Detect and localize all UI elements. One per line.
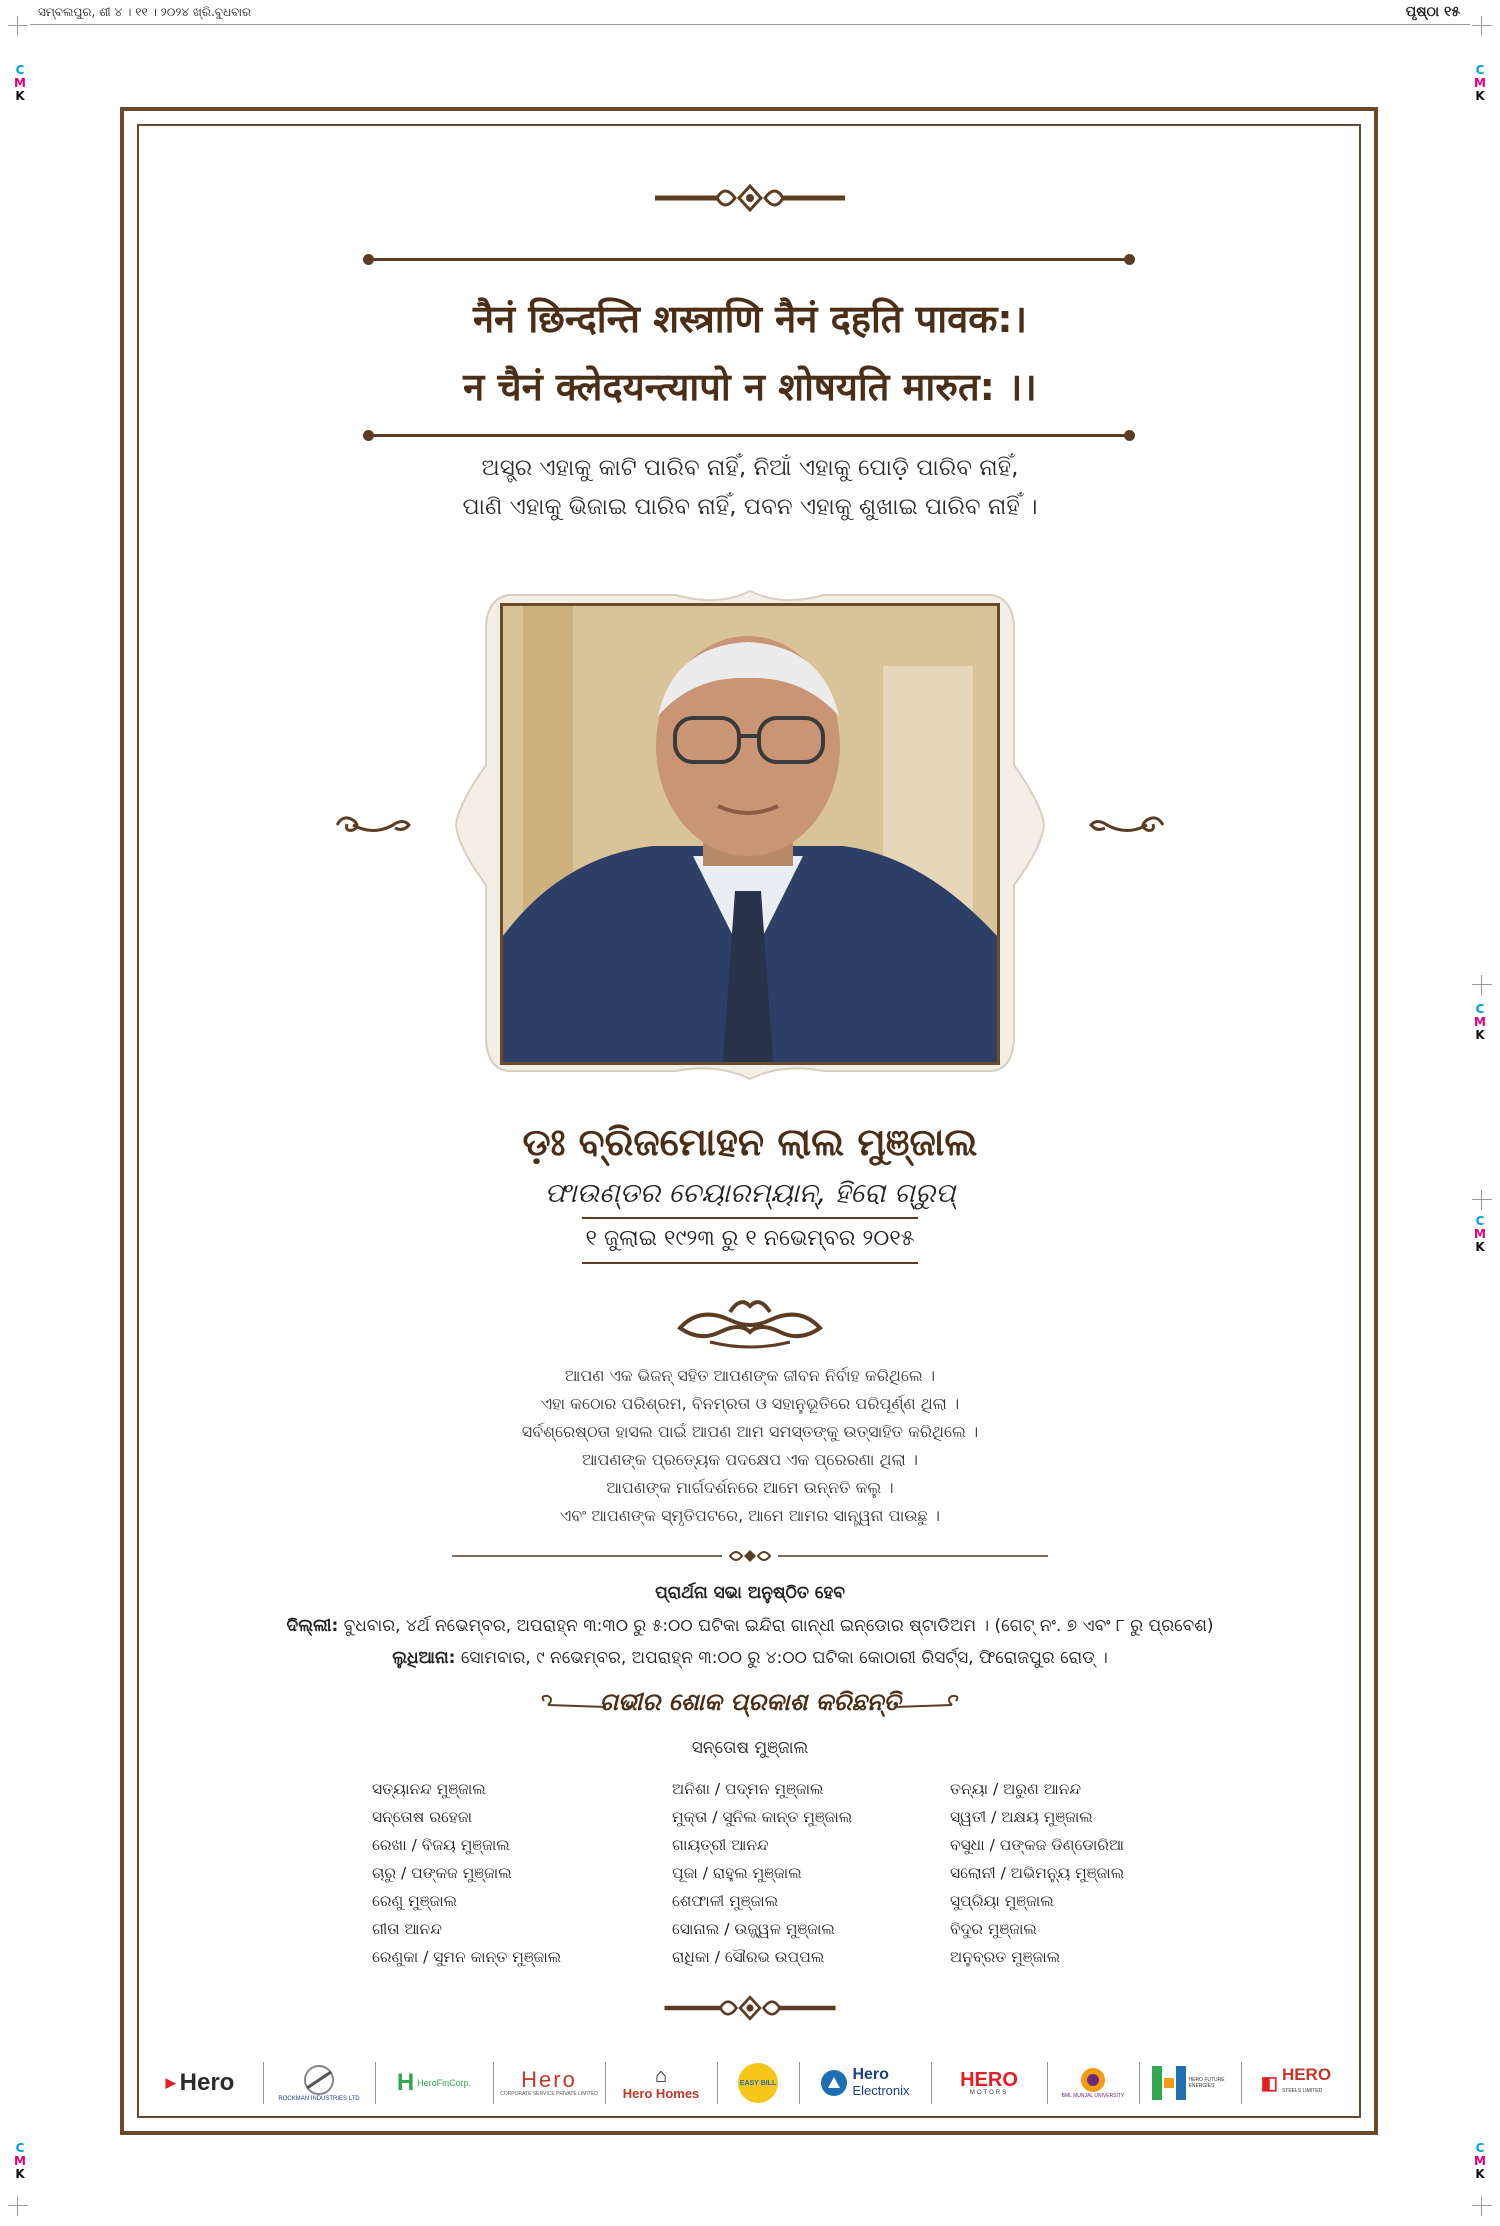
header-dateline: ସମ୍ବଲପୁର, ଶୀ ୪ । ୧୧ । ୨୦୨୪ ଖ୍ରି.ବୁଧବାର	[38, 5, 252, 19]
bml-emblem-icon	[1080, 2067, 1106, 2093]
person-title: ଫାଉଣ୍ଡର ଚେୟାରମ୍ୟାନ୍, ହିରୋ ଗ୍ରୁପ୍	[544, 1178, 956, 1209]
logo-divider	[1241, 2062, 1242, 2104]
logo-divider	[375, 2062, 376, 2104]
portrait-image	[503, 606, 997, 1062]
rockman-emblem-icon	[299, 2064, 339, 2096]
condolence-heading: ଗଭୀର ଶୋକ ପ୍ରକାଶ କରିଛନ୍ତି	[599, 1688, 901, 1716]
tribute-line-3: ସର୍ବଶ୍ରେଷ୍ଠତା ହାସଲ ପାଇଁ ଆପଣ ଆମ ସମସ୍ତଙ୍କୁ ଉତ୍ସାହିତ କରିଥିଲେ ।	[521, 1422, 979, 1441]
mourner-name: ସୁପ୍ରିୟା ମୁଞ୍ଜାଲ	[950, 1892, 1054, 1910]
mourners-column-3	[950, 1775, 1124, 1971]
mourners-column-2	[672, 1775, 852, 1971]
prayer-venue-ludhiana	[0, 1648, 1500, 1668]
mourner-name: ମୁକ୍ତା / ସୁନିଲ କାନ୍ତ ମୁଞ୍ଜାଲ	[672, 1808, 853, 1826]
cmk-color-mark: C M K	[1474, 1214, 1486, 1254]
logo-divider	[493, 2062, 494, 2104]
mourner-name: ସଲୋନୀ / ଅଭିମନ୍ୟୁ ମୁଞ୍ଜାଲ	[950, 1864, 1125, 1882]
logo-text: ROCKMAN INDUSTRIES LTD	[278, 2096, 360, 2102]
tribute-line-2: ଏହା କଠୋର ପରିଶ୍ରମ, ବିନମ୍ରତା ଓ ସହାନୁଭୂତିରେ ପରିପୂର୍ଣ୍ଣ ଥିଲା ।	[540, 1394, 960, 1413]
left-scroll-ornament-icon	[333, 812, 413, 838]
mourner-name: ରେଣୁ ମୁଞ୍ଜାଲ	[372, 1892, 458, 1910]
delhi-details: ବୁଧବାର, ୪ର୍ଥ ନଭେମ୍ବର, ଅପରାହ୍ନ ୩:୩୦ ରୁ ୫:୦୦ ଘଟିକା ଇନ୍ଦିରା ଗାନ୍ଧୀ ଇନ୍ଡୋର ଷ୍ଟାଡିଅମ । (ଗେଟ୍ ନଂ. ୭ ଏବଂ ୮ ରୁ ପ୍ରବେଶ)	[343, 1616, 1214, 1636]
verse-translation-line-1: ଅସ୍ତ୍ର ଏହାକୁ କାଟି ପାରିବ ନାହିଁ, ନିଆଁ ଏହାକୁ ପୋଡ଼ି ପାରିବ ନାହିଁ,	[481, 455, 1019, 481]
page-header	[0, 0, 1500, 22]
mourner-name: ସନ୍ତୋଷ ରହେଜା	[372, 1808, 473, 1826]
logo-divider	[1139, 2062, 1140, 2104]
prayer-meeting-title: ପ୍ରାର୍ଥନା ସଭା ଅନୁଷ୍ଠିତ ହେବ	[655, 1583, 845, 1603]
cmk-color-mark: C M K	[1474, 63, 1486, 103]
top-ornament-icon	[655, 178, 845, 218]
mourner-name: ଚାରୁ / ପଙ୍କଜ ମୁଞ୍ଜାଲ	[372, 1864, 512, 1882]
ludhiana-label: ଲୁଧିଆନା:	[392, 1648, 456, 1668]
cmk-color-mark: C M K	[1474, 2141, 1486, 2181]
cmk-color-mark: C M K	[1474, 1002, 1486, 1042]
person-name: ଡ଼ଃ ବ୍ରିଜମୋହନ ଲାଲ ମୁଞ୍ଜାଲ	[522, 1120, 978, 1164]
logo-subtext: MOTORS	[969, 2090, 1009, 2096]
bottom-ornament-icon	[660, 1990, 840, 2026]
registration-mark	[1472, 2196, 1492, 2216]
logo-divider	[263, 2062, 264, 2104]
mourner-name: ରେଖା / ବିଜୟ ମୁଞ୍ଜାଲ	[372, 1836, 510, 1854]
right-swash-icon	[892, 1693, 962, 1713]
sanskrit-verse-line-1: नैनं छिन्दन्ति शस्त्राणि नैनं दहति पावक:।	[472, 297, 1028, 341]
registration-mark	[1472, 16, 1492, 36]
mourners-column-1	[372, 1775, 561, 1971]
hero-motors-logo	[937, 2058, 1041, 2108]
flourish-ornament-icon	[670, 1292, 830, 1350]
logo-subtext: Electronix	[852, 2083, 910, 2098]
portrait-frame	[452, 585, 1048, 1085]
cmk-color-mark: C M K	[14, 2141, 26, 2181]
chief-mourner: ସନ୍ତୋଷ ମୁଞ୍ଜାଲ	[691, 1738, 809, 1758]
herofincorp-logo	[381, 2058, 487, 2108]
delhi-label: ଦିଲ୍ଲୀ:	[286, 1616, 339, 1636]
mourner-name: ସୋନାଲ / ଉଜ୍ଜ୍ୱଳ ମୁଞ୍ଜାଲ	[672, 1920, 835, 1938]
mourner-name: ସ୍ୱତୀ / ଅକ୍ଷୟ ମୁଞ୍ଜାଲ	[950, 1808, 1093, 1826]
logo-text: HERO	[960, 2069, 1018, 2091]
verse-translation-line-2: ପାଣି ଏହାକୁ ଭିଜାଇ ପାରିବ ନାହିଁ, ପବନ ଏହାକୁ ଶୁଖାଇ ପାରିବ ନାହିଁ ।	[462, 494, 1038, 520]
life-dates: ୧ ଜୁଲାଇ ୧୯୨୩ ରୁ ୧ ନଭେମ୍ବର ୨୦୧୫	[585, 1226, 915, 1251]
logo-subtext: CORPORATE SERVICE PRIVATE LIMITED	[500, 2091, 598, 2097]
cmk-color-mark: C M K	[14, 63, 26, 103]
logo-text: HERO	[1281, 2065, 1332, 2084]
mourner-name: ସତ୍ୟାନନ୍ଦ ମୁଞ୍ଜାଲ	[372, 1780, 486, 1798]
rockman-logo	[269, 2058, 369, 2108]
logo-subtext: STEELS LIMITED	[1281, 2088, 1323, 2094]
dates-top-rule	[582, 1217, 918, 1219]
logo-text: Hero	[179, 2069, 235, 2096]
logo-text: HeroFinCorp.	[417, 2078, 472, 2088]
mourner-name: ବିଦୁର ମୁଞ୍ଜାଲ	[950, 1920, 1037, 1938]
mourner-name: ଅନିଶା / ପଦ୍ମନ ମୁଞ୍ଜାଲ	[672, 1780, 824, 1798]
verse-bottom-rule	[367, 434, 1131, 437]
hero-corporate-logo	[499, 2058, 599, 2108]
section-divider-icon	[452, 1547, 1048, 1565]
hero-logo	[145, 2058, 255, 2108]
tribute-line-4: ଆପଣଙ୍କ ପ୍ରତ୍ୟେକ ପଦକ୍ଷେପ ଏକ ପ୍ରେରଣା ଥିଲା ।	[581, 1450, 918, 1469]
hfe-mark-icon	[1152, 2066, 1186, 2100]
logo-text: BML MUNJAL UNIVERSITY	[1061, 2093, 1125, 2099]
registration-mark	[1472, 975, 1492, 995]
right-scroll-ornament-icon	[1087, 812, 1167, 838]
mourner-name: ବସୁଧା / ପଙ୍କଜ ଡିଣ୍ଡୋରିଆ	[950, 1836, 1125, 1854]
hero-electronix-logo	[805, 2058, 925, 2108]
logo-text: Hero	[521, 2067, 577, 2092]
electronix-mark-icon	[820, 2069, 848, 2097]
logo-divider	[605, 2062, 606, 2104]
easy-bill-logo	[723, 2058, 793, 2108]
header-rule	[30, 24, 1470, 25]
tribute-line-6: ଏବଂ ଆପଣଙ୍କ ସ୍ମୃତିପଟରେ, ଆମେ ଆମର ସାନ୍ତ୍ୱନା ପାଉଛୁ ।	[560, 1506, 940, 1525]
hero-steels-logo	[1247, 2058, 1345, 2108]
hero-mark-icon: ▶	[165, 2075, 176, 2090]
mourner-name: ରେଣୁକା / ସୁମନ କାନ୍ତ ମୁଞ୍ଜାଲ	[372, 1948, 562, 1966]
hero-homes-mark-icon: ⌂	[654, 2064, 668, 2087]
mourner-name: ଗୀତା ଆନନ୍ଦ	[372, 1920, 442, 1938]
bml-university-logo	[1053, 2058, 1133, 2108]
hero-future-energies-logo	[1145, 2058, 1235, 2108]
logo-text: Hero Homes	[622, 2085, 700, 2101]
logo-divider	[931, 2062, 932, 2104]
logo-divider	[1047, 2062, 1048, 2104]
mourner-name: ପୂଜା / ରାହୁଲ ମୁଞ୍ଜାଲ	[672, 1864, 802, 1882]
dates-bottom-rule	[582, 1262, 918, 1264]
mourner-name: ଗାୟତ୍ରୀ ଆନନ୍ଦ	[672, 1836, 769, 1854]
mourner-name: ଅନୁବ୍ରତ ମୁଞ୍ଜାଲ	[950, 1948, 1061, 1966]
portrait-photo	[500, 603, 1000, 1065]
logo-text: HERO FUTURE ENERGIES	[1188, 2077, 1225, 2089]
prayer-venue-delhi	[0, 1616, 1500, 1636]
tribute-line-1: ଆପଣ ଏକ ଭିଜନ୍ ସହିତ ଆପଣଙ୍କ ଜୀବନ ନିର୍ବାହ କରିଥିଲେ ।	[564, 1366, 936, 1385]
registration-mark	[8, 2196, 28, 2216]
header-page-number: ପୃଷ୍ଠା ୧୫	[1405, 4, 1460, 20]
hero-homes-logo	[611, 2058, 711, 2108]
registration-mark	[8, 16, 28, 36]
mourner-name: ରାଧିକା / ସୌରଭ ଉପ୍ପଲ	[672, 1948, 825, 1966]
herofincorp-mark-icon: H	[396, 2069, 415, 2096]
tribute-line-5: ଆପଣଙ୍କ ମାର୍ଗଦର୍ଶନରେ ଆମେ ଉନ୍ନତି କଲୁ ।	[606, 1478, 894, 1497]
ludhiana-details: ସୋମବାର, ୯ ନଭେମ୍ବର, ଅପରାହ୍ନ ୩:୦୦ ରୁ ୪:୦୦ ଘଟିକା କୋଠାରୀ ରିସର୍ଟ୍ସ, ଫିରୋଜପୁର ରୋଡ୍ ।	[460, 1648, 1108, 1668]
mourner-name: ଶେଫାଳୀ ମୁଞ୍ଜାଲ	[672, 1892, 779, 1910]
logo-divider	[799, 2062, 800, 2104]
group-logos-strip	[145, 2058, 1345, 2108]
mourner-name: ତନ୍ୟା / ଅରୁଣ ଆନନ୍ଦ	[950, 1780, 1082, 1798]
hero-steels-mark-icon: ◧	[1260, 2072, 1278, 2093]
logo-text: EASY BILL	[739, 2079, 777, 2087]
logo-text: Hero	[852, 2066, 889, 2083]
logo-divider	[717, 2062, 718, 2104]
easy-bill-badge-icon	[738, 2063, 778, 2103]
sanskrit-verse-line-2: न चैनं क्लेदयन्त्यापो न शोषयति मारुत: ।।	[463, 365, 1037, 409]
verse-top-rule	[367, 258, 1131, 261]
